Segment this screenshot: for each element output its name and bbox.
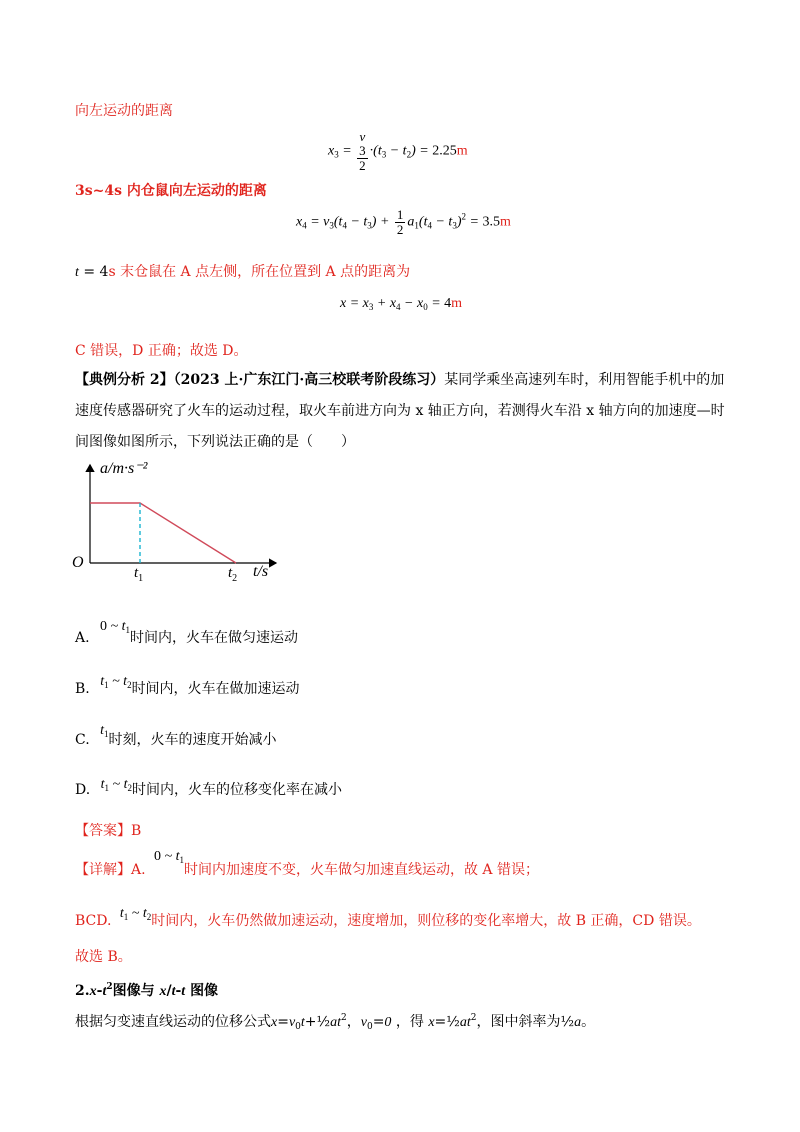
x4-value: 3.5 — [482, 214, 500, 230]
text-position-at-4s: t = 4s 末仓鼠在 A 点左侧，所在位置到 A 点的距离为 — [75, 264, 411, 280]
example-2-line3: 间图像如图所示，下列说法正确的是（ ） — [75, 434, 355, 450]
x4-unit: m — [499, 214, 511, 230]
example-source: （2023 上·广东江门·高三校联考阶段练习） — [173, 372, 445, 388]
example-2-line1: 【典例分析 2】（2023 上·广东江门·高三校联考阶段练习）某同学乘坐高速列车时，利用智能手机中的加 — [75, 372, 725, 388]
option-c[interactable]: C. $t_1$时刻，火车的速度开始减小 — [75, 723, 277, 748]
t-value: 4 — [99, 264, 109, 280]
x-unit: m — [451, 296, 463, 311]
detail-a: 【详解】A. 0 ~ $t_1$时间内加速度不变，火车做匀加速直线运动，故 A 错误； — [75, 849, 539, 878]
x3-unit: m — [456, 143, 468, 159]
equation-x3: $x_3$ = v 3 2 $\cdot(t_3 - t_2) = 2.25m$ — [328, 129, 468, 173]
acceleration-time-graph — [60, 455, 290, 590]
answer-label: 【答案】B — [75, 823, 142, 839]
equation-x: $x = x_3 + x_4 - x_0 = 4m$ — [340, 296, 463, 312]
x-value: 4 — [444, 296, 452, 311]
tick-label-t1: $t_1$ — [134, 565, 144, 584]
x3-value: 2.25 — [432, 143, 457, 159]
section-2-text: 根据匀变速直线运动的位移公式$x=v_0t+\frac{1}{2}at^2$，$v_0=0$ ，得 $x=\frac{1}{2}at^2$，图中斜率为½a。 — [75, 1013, 596, 1032]
acceleration-line — [90, 503, 236, 563]
tick-label-t2: $t_2$ — [228, 565, 238, 584]
option-d[interactable]: D. $t_1$ ~ $t_2$时间内，火车的位移变化率在减小 — [75, 777, 342, 798]
equation-x4: $x_4 = v_3(t_4 - t_3)$ + $\frac{1}{2}$ $a_1(t_4 - t_3)^2 = 3.5m$ — [296, 207, 511, 237]
text-leftward-distance: 向左运动的距离 — [75, 103, 173, 119]
y-axis-label: a/m·s⁻² — [100, 460, 148, 477]
option-b[interactable]: B. $t_1$ ~ $t_2$时间内，火车在做加速运动 — [75, 674, 300, 697]
example-2-line2: 速度传感器研究了火车的运动过程，取火车前进方向为 x 轴正方向，若测得火车沿 x 轴方向的加速度—时 — [75, 403, 725, 419]
example-label: 【典例分析 2】 — [75, 372, 174, 388]
section-2-heading: $2.x-t^2$图像与 x/t-t 图像 — [75, 982, 219, 999]
x-axis-label: t/s — [253, 563, 269, 580]
final-choice: 故选 B。 — [75, 949, 132, 965]
text-3s-4s-distance: 3s~4s 内仓鼠向左运动的距离 — [75, 183, 267, 199]
option-a[interactable]: A. 0 ~ $t_1$时间内，火车在做匀速运动 — [75, 619, 298, 646]
origin-label: O — [72, 554, 84, 571]
detail-bcd: BCD. $t_1$ ~ $t_2$时间内，火车仍然做加速运动，速度增加，则位移的变化率增大，故 B 正确，CD 错误。 — [75, 906, 701, 929]
text-conclusion-d: C 错误，D 正确；故选 D。 — [75, 343, 248, 359]
